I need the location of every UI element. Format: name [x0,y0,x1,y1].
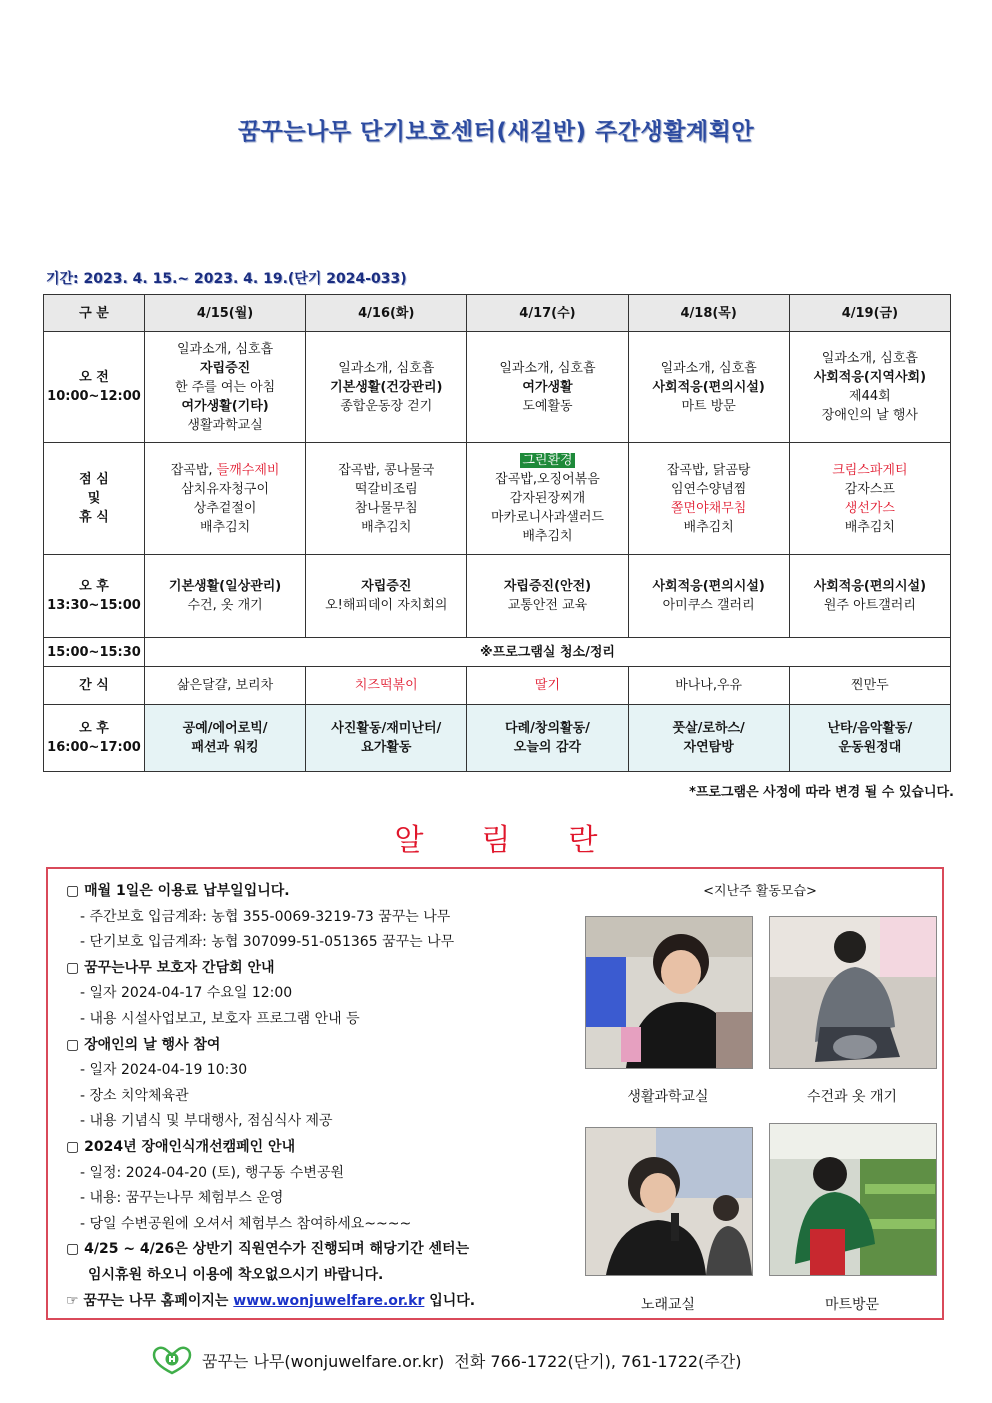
photo-towel-folding [769,916,937,1069]
table-cell: 다례/창의활동/ 오늘의 감각 [467,705,628,772]
notice-board-title: 알림란 [394,823,656,858]
footer [152,1345,741,1375]
table-cell: 잡곡밥, 닭곰탕 임연수양념찜 쫄면야채무침 배추김치 [628,443,789,555]
photo-science-class [585,916,753,1069]
day-header: 4/17(수) [467,295,628,332]
corner-cell: 구 분 [44,295,145,332]
list-item: - 당일 수변공원에 오셔서 체험부스 참여하세요~~~~ [80,1215,412,1232]
cleanup-row [44,638,951,667]
lunch-label: 점 심 및 휴 식 [44,443,145,555]
late-afternoon-label: 오 후 16:00~17:00 [44,705,145,772]
caption-mart-visit: 마트방문 [824,1297,880,1313]
morning-row [44,332,951,443]
table-cell: 공예/에어로빅/ 패션과 워킹 [145,705,306,772]
table-cell: 바나나,우유 [628,667,789,705]
homepage-line: ☞ 꿈꾸는 나무 홈페이지는 www.wonjuwelfare.or.kr 입니다. [66,1292,476,1309]
list-item: - 내용 시설사업보고, 보호자 프로그램 안내 등 [80,1010,360,1027]
table-cell: 일과소개, 심호흡 기본생활(건강관리) 종합운동장 걷기 [306,332,467,443]
table-cell: 사회적응(편의시설) 아미쿠스 갤러리 [628,555,789,638]
morning-label: 오 전 10:00~12:00 [44,332,145,443]
caption-science-class: 생활과학교실 [627,1089,709,1105]
page-title: 꿈꾸는나무 단기보호센터(새길반) 주간생활계획안 [237,119,755,145]
list-item: - 일정: 2024-04-20 (토), 행구동 수변공원 [80,1164,344,1181]
table-cell: 크림스파게티 감자스프 생선가스 배추김치 [789,443,950,555]
list-item: ▢ 매월 1일은 이용료 납부일입니다. [66,883,290,899]
list-item: - 단기보호 입금계좌: 농협 307099-51-051365 꿈꾸는 나무 [80,934,455,951]
day-header: 4/15(월) [145,295,306,332]
homepage-link[interactable]: www.wonjuwelfare.or.kr [233,1292,425,1309]
footer-text: 꿈꾸는 나무(wonjuwelfare.or.kr) 전화 766-1722(단기), 761-1722(주간) [202,1351,742,1371]
table-cell: 그린환경 잡곡밥,오징어볶음 감자된장찌개 마카로니사과샐러드 배추김치 [467,443,628,555]
gallery-title: <지난주 활동모습> [703,884,817,899]
lunch-row [44,443,951,555]
list-item: - 장소 치악체육관 [80,1087,189,1104]
day-header: 4/18(목) [628,295,789,332]
list-item: - 주간보호 입금계좌: 농협 355-0069-3219-73 꿈꾸는 나무 [80,908,451,925]
table-cell: 사회적응(편의시설) 원주 아트갤러리 [789,555,950,638]
caption-singing-class: 노래교실 [640,1297,696,1313]
day-header: 4/16(화) [306,295,467,332]
table-cell: 난타/음악활동/ 운동원정대 [789,705,950,772]
caption-towel-folding: 수건과 옷 개기 [806,1089,898,1105]
late-afternoon-row [44,705,951,772]
schedule-table [43,294,951,772]
list-item: ▢ 4/25 ~ 4/26은 상반기 직원연수가 진행되며 해당기간 센터는 [66,1241,470,1258]
list-item: ▢ 장애인의 날 행사 참여 [66,1036,221,1053]
table-cell: 찐만두 [789,667,950,705]
table-cell: 일과소개, 심호흡 사회적응(편의시설) 마트 방문 [628,332,789,443]
table-cell: 자립증진(안전) 교통안전 교육 [467,555,628,638]
table-cell: 잡곡밥, 들깨수제비 삼치유자청구이 상추겉절이 배추김치 [145,443,306,555]
table-cell: 일과소개, 심호흡 사회적응(지역사회) 제44회 장애인의 날 행사 [789,332,950,443]
photo-mart-visit-image [770,1124,936,1275]
table-cell: 잡곡밥, 콩나물국 떡갈비조림 참나물무침 배추김치 [306,443,467,555]
table-cell: 자립증진 오!해피데이 자치회의 [306,555,467,638]
list-item: ▢ 2024년 장애인식개선캠페인 안내 [66,1138,296,1155]
afternoon-row [44,555,951,638]
photo-towel-folding-image [770,917,936,1068]
list-item: ▢ 꿈꾸는나무 보호자 간담회 안내 [66,959,275,976]
list-item: - 일자 2024-04-19 10:30 [80,1062,248,1079]
list-item: - 내용 기념식 및 부대행사, 점심식사 제공 [80,1113,333,1130]
change-notice: *프로그램은 사정에 따라 변경 될 수 있습니다. [689,785,954,800]
table-cell: 일과소개, 심호흡 자립증진 한 주를 여는 아침 여가생활(기타) 생활과학교실 [145,332,306,443]
snack-label: 간 식 [44,667,145,705]
photo-mart-visit [769,1123,937,1276]
cleanup-text: ※프로그램실 청소/정리 [145,638,951,667]
notice-list [66,879,576,1314]
tree-logo-icon [152,1345,192,1375]
cleanup-time: 15:00~15:30 [44,638,145,667]
table-cell: 풋살/로하스/ 자연탐방 [628,705,789,772]
period-label: 기간: 2023. 4. 15.~ 2023. 4. 19.(단기 2024-033) [46,271,407,287]
table-cell: 치즈떡볶이 [306,667,467,705]
list-item: - 내용: 꿈꾸는나무 체험부스 운영 [80,1190,284,1207]
table-cell: 기본생활(일상관리) 수건, 옷 개기 [145,555,306,638]
photo-singing-class [585,1127,753,1276]
list-item: 임시휴원 하오니 이용에 착오없으시기 바랍니다. [88,1266,384,1283]
day-header: 4/19(금) [789,295,950,332]
photo-singing-class-image [586,1128,752,1275]
table-cell: 사진활동/재미난터/ 요가활동 [306,705,467,772]
table-cell: 일과소개, 심호흡 여가생활 도예활동 [467,332,628,443]
table-cell: 딸기 [467,667,628,705]
table-header-row [44,295,951,332]
list-item: - 일자 2024-04-17 수요일 12:00 [80,985,293,1002]
snack-row [44,667,951,705]
photo-science-class-image [586,917,752,1068]
afternoon-label: 오 후 13:30~15:00 [44,555,145,638]
table-cell: 삶은달걀, 보리차 [145,667,306,705]
green-environment-badge: 그린환경 [522,453,573,468]
